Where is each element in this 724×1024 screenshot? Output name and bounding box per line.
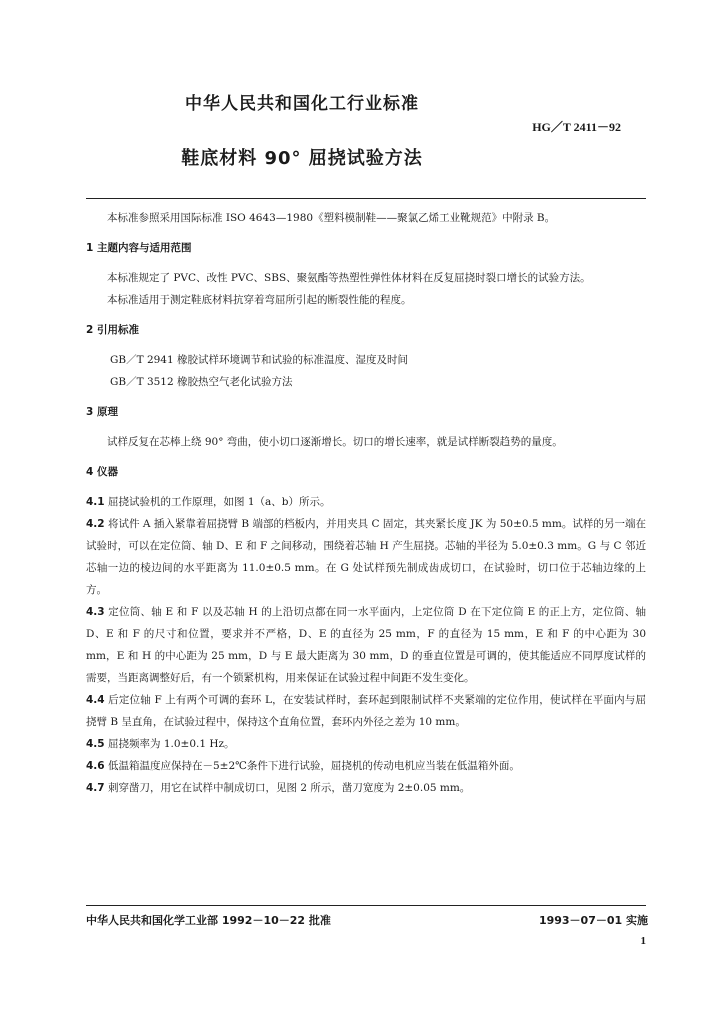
header-divider	[86, 198, 646, 199]
clause-number: 4.7	[86, 782, 105, 794]
clause-text: 低温箱温度应保持在－5±2℃条件下进行试验，屈挠机的传动电机应当装在低温箱外面。	[108, 760, 520, 772]
reference-gb-t-2941: GB／T 2941 橡胶试样环境调节和试验的标准温度、湿度及时间	[110, 354, 409, 366]
page-number: 1	[640, 935, 646, 947]
clause-4-3	[86, 601, 646, 689]
clause-4-2	[86, 513, 646, 601]
implementation-date: 1993－07－01 实施	[538, 914, 648, 927]
standard-name: 中华人民共和国化工行业标准	[185, 94, 419, 114]
clause-number: 4.5	[86, 738, 105, 750]
section-1-paragraph-1: 本标准规定了 PVC、改性 PVC、SBS、聚氨酯等热塑性弹性体材料在反复屈挠时裂口增长的试验方法。	[107, 272, 591, 284]
clause-4-7	[86, 777, 646, 799]
clause-4-5	[86, 733, 646, 755]
clause-4-1	[86, 491, 646, 513]
approval-line: 中华人民共和国化学工业部 1992－10－22 批准	[86, 914, 331, 927]
reference-gb-t-3512: GB／T 3512 橡胶热空气老化试验方法	[110, 376, 293, 388]
section-3-heading: 3 原理	[86, 406, 118, 418]
section-2-heading: 2 引用标准	[86, 324, 139, 336]
clause-number: 4.6	[86, 760, 105, 772]
footer-divider	[86, 905, 646, 906]
clause-number: 4.3	[86, 606, 105, 618]
clause-number: 4.4	[86, 694, 105, 706]
section-1-paragraph-2: 本标准适用于测定鞋底材料抗穿着弯屈所引起的断裂性能的程度。	[107, 294, 412, 306]
clause-text: 刺穿凿刀，用它在试样中制成切口，见图 2 所示，凿刀宽度为 2±0.05 mm。	[108, 782, 471, 794]
section-4-heading: 4 仪器	[86, 466, 118, 478]
standard-code: HG／T 2411－92	[532, 120, 621, 134]
clause-text: 后定位轴 F 上有两个可调的套环 L，在安装试样时，套环起到限制试样不夹紧端的定位作用，使试样在平面内与屈挠臂 B 呈直角，在试验过程中，保持这个直角位置，套环内外径之差为 10 mm。	[86, 694, 646, 728]
clause-4-6	[86, 755, 646, 777]
clause-text: 屈挠频率为 1.0±0.1 Hz。	[108, 738, 235, 750]
clause-4-4	[86, 689, 646, 733]
section-3-paragraph: 试样反复在芯棒上绕 90° 弯曲，使小切口逐渐增长。切口的增长速率，就是试样断裂趋势的量度。	[107, 436, 563, 448]
clause-number: 4.2	[86, 518, 105, 530]
section-1-heading: 1 主题内容与适用范围	[86, 242, 192, 254]
document-body	[86, 207, 646, 799]
document-title: 鞋底材料 90° 屈挠试验方法	[181, 148, 423, 169]
clause-text: 将试件 A 插入紧靠着屈挠臂 B 端部的档板内，并用夹具 C 固定，其夹紧长度 JK 为 50±0.5 mm。试样的另一端在试验时，可以在定位筒、轴 D、E 和 F 之间移动，围绕着芯轴 H 产生屈挠。芯轴的半径为 5.0±0.3 mm。G 与 C 邻近芯轴一边的棱边间的水平距离为 11.0±0.5 mm。在 G 处试样预先制成齿成切口，在试验时，切口位于芯轴边缘的上方。	[86, 518, 646, 596]
clause-text: 屈挠试验机的工作原理，如图 1（a、b）所示。	[108, 496, 331, 508]
clause-text: 定位筒、轴 E 和 F 以及芯轴 H 的上沿切点都在同一水平面内，上定位筒 D 在下定位筒 E 的正上方，定位筒、轴 D、E 和 F 的尺寸和位置，要求并不严格，D、E 的直径为 25 mm，F 的直径为 15 mm，E 和 F 的中心距为 30 mm，E 和 H 的中心距为 25 mm，D 与 E 最大距离为 30 mm，D 的垂直位置是可调的，使其能适应不同厚度试样的需要，当距离调整好后，有一个锁紧机构，用来保证在试验过程中间距不发生变化。	[86, 606, 646, 684]
intro-paragraph: 本标准参照采用国际标准 ISO 4643—1980《塑料模制鞋——聚氯乙烯工业靴规范》中附录 B。	[107, 212, 556, 224]
clause-number: 4.1	[86, 496, 105, 508]
